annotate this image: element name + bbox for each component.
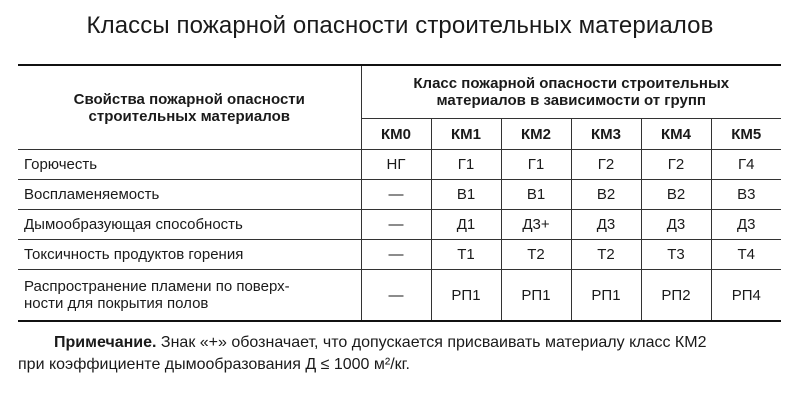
class-header: КМ3 (571, 119, 641, 150)
footnote-text: Знак «+» обозначает, что допускается присваивать материалу класс КМ2 (156, 334, 707, 351)
property-cell (18, 270, 361, 322)
value-cell: Т3 (641, 240, 711, 270)
value-cell: В1 (501, 180, 571, 210)
property-cell: Воспламеняемость (18, 180, 361, 210)
property-cell: Горючесть (18, 150, 361, 180)
value-cell: В3 (711, 180, 781, 210)
group-header-line: Класс пожарной опасности строительных (413, 75, 730, 92)
value-cell: Д3 (571, 210, 641, 240)
property-column-header (18, 65, 361, 150)
value-cell: — (361, 270, 431, 322)
class-header: КМ1 (431, 119, 501, 150)
group-column-header (361, 65, 781, 119)
property-cell: Дымообразующая способность (18, 210, 361, 240)
value-cell: Д3 (711, 210, 781, 240)
table-row (18, 240, 781, 270)
class-header: КМ0 (361, 119, 431, 150)
value-cell: НГ (361, 150, 431, 180)
value-cell: Г2 (571, 150, 641, 180)
table-row (18, 210, 781, 240)
class-header: КМ5 (711, 119, 781, 150)
property-cell: Токсичность продуктов горения (18, 240, 361, 270)
class-header: КМ2 (501, 119, 571, 150)
value-cell: — (361, 180, 431, 210)
property-line: Распространение пламени по поверх- (24, 278, 290, 295)
value-cell: РП4 (711, 270, 781, 322)
value-cell: Г4 (711, 150, 781, 180)
value-cell: Д3+ (501, 210, 571, 240)
page-title: Классы пожарной опасности строительных материалов (86, 12, 714, 39)
value-cell: В2 (571, 180, 641, 210)
value-cell: РП1 (571, 270, 641, 322)
value-cell: Т4 (711, 240, 781, 270)
value-cell: Г2 (641, 150, 711, 180)
value-cell: Г1 (501, 150, 571, 180)
group-header-line: материалов в зависимости от групп (436, 92, 706, 109)
footnote (18, 332, 781, 376)
value-cell: Д3 (641, 210, 711, 240)
value-cell: Т2 (501, 240, 571, 270)
table-header-row (18, 65, 781, 119)
footnote-lead: Примечание. (54, 334, 157, 351)
footnote-line-1 (18, 332, 781, 354)
table-row (18, 180, 781, 210)
value-cell: РП1 (431, 270, 501, 322)
fire-classes-table (18, 64, 781, 322)
property-header-line: Свойства пожарной опасности (73, 90, 305, 108)
value-cell: В1 (431, 180, 501, 210)
table-row (18, 270, 781, 322)
table-row (18, 150, 781, 180)
class-header: КМ4 (641, 119, 711, 150)
value-cell: Т2 (571, 240, 641, 270)
value-cell: — (361, 210, 431, 240)
footnote-line-2: при коэффициенте дымообразования Д ≤ 1000 м²/кг. (18, 356, 410, 373)
value-cell: Д1 (431, 210, 501, 240)
property-header-line: строительных материалов (88, 107, 290, 125)
property-line: ности для покрытия полов (24, 295, 209, 312)
value-cell: РП2 (641, 270, 711, 322)
value-cell: РП1 (501, 270, 571, 322)
value-cell: Г1 (431, 150, 501, 180)
value-cell: Т1 (431, 240, 501, 270)
value-cell: В2 (641, 180, 711, 210)
value-cell: — (361, 240, 431, 270)
